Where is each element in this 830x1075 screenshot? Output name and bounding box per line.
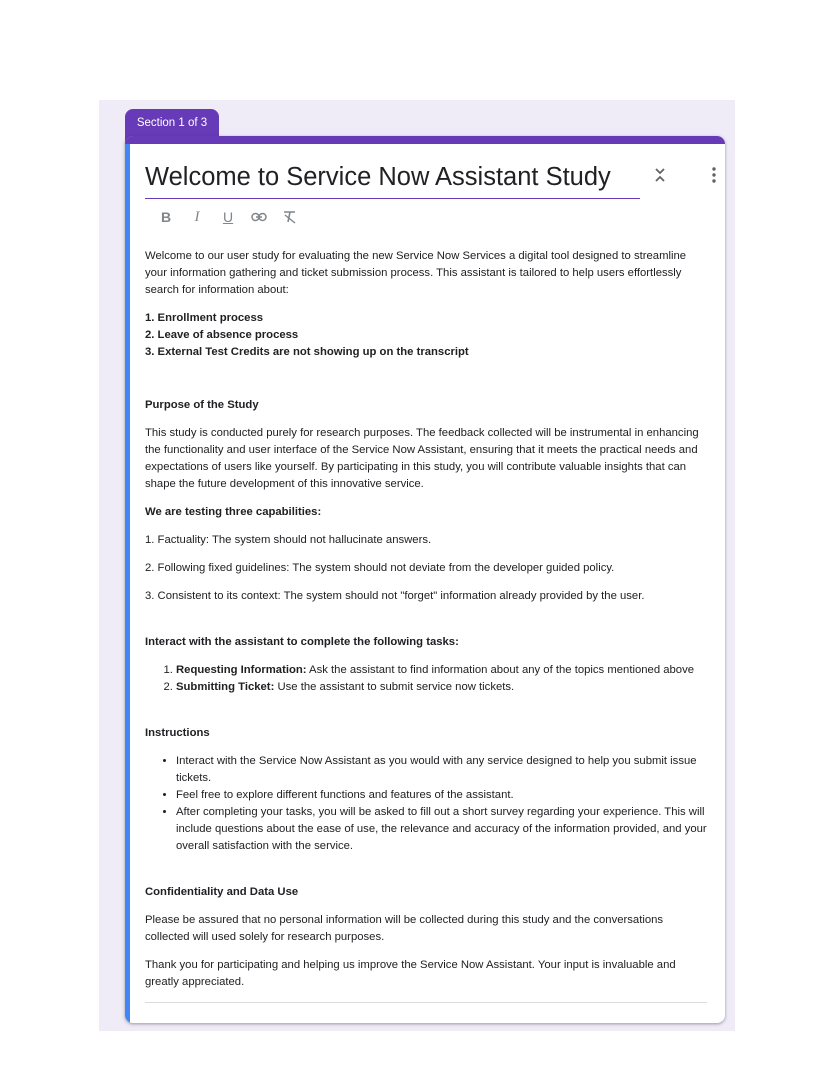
underline-icon[interactable]: U (222, 209, 234, 225)
task-item: 1. Requesting Information: Ask the assistant to find information about any of the topics mentioned above (176, 662, 707, 679)
section-tab: Section 1 of 3 (125, 109, 219, 143)
instructions-heading: Instructions (145, 727, 210, 739)
form-title-input[interactable]: Welcome to Service Now Assistant Study (145, 160, 640, 199)
capability-item: 3. Consistent to its context: The system should not "forget" information already provided by the user. (145, 590, 645, 602)
bold-icon[interactable]: B (160, 209, 172, 225)
thanks-paragraph: Thank you for participating and helping us improve the Service Now Assistant. Your input is invaluable and greatly appreciated. (145, 959, 676, 988)
instruction-item: • Feel free to explore different functions and features of the assistant. (176, 787, 707, 804)
topic-item: 2. Leave of absence process (145, 329, 299, 341)
italic-icon[interactable]: I (194, 208, 200, 225)
purpose-heading: Purpose of the Study (145, 399, 259, 411)
instruction-item: • After completing your tasks, you will be asked to fill out a short survey regarding your experience. This will include questions about the ease of use, the relevance and accuracy of the information provided, and your overall satisfaction with the service. (176, 804, 707, 855)
instruction-item: • Interact with the Service Now Assistant as you would with any service designed to help you submit issue tickets. (176, 753, 707, 787)
text-format-toolbar (155, 206, 310, 228)
card-top-accent (125, 136, 725, 144)
topic-item: 1. Enrollment process (145, 312, 264, 324)
collapse-section-icon[interactable] (653, 166, 667, 184)
section-card[interactable] (125, 136, 725, 1023)
active-section-indicator (125, 144, 130, 1023)
clear-formatting-icon[interactable] (279, 206, 301, 228)
more-options-icon[interactable] (709, 166, 719, 184)
intro-paragraph: Welcome to our user study for evaluating the new Service Now Services a digital tool designed to streamline your information gathering and ticket submission process. This assistant is tailored to help users effortlessly search for information about: (145, 250, 687, 296)
link-icon[interactable] (248, 206, 270, 228)
tasks-list (145, 662, 707, 696)
capabilities-heading: We are testing three capabilities: (145, 506, 322, 518)
confidentiality-paragraph: Please be assured that no personal information will be collected during this study and the conversations collected will used solely for research purposes. (145, 914, 664, 943)
task-item: 2. Submitting Ticket: Use the assistant to submit service now tickets. (176, 679, 707, 696)
purpose-paragraph: This study is conducted purely for research purposes. The feedback collected will be instrumental in enhancing the functionality and user interface of the Service Now Assistant, ensuring that it meets the practical needs and expectations of users like yourself. By participating in this study, you will contribute valuable insights that can shape the future development of this innovative service. (145, 427, 699, 490)
tasks-heading: Interact with the assistant to complete the following tasks: (145, 636, 459, 648)
confidentiality-heading: Confidentiality and Data Use (145, 886, 299, 898)
topic-item: 3. External Test Credits are not showing up on the transcript (145, 346, 469, 358)
capability-item: 1. Factuality: The system should not hallucinate answers. (145, 534, 432, 546)
form-description[interactable] (145, 248, 707, 1003)
capability-item: 2. Following fixed guidelines: The system should not deviate from the developer guided policy. (145, 562, 615, 574)
description-underline (145, 1002, 707, 1003)
instructions-list (145, 753, 707, 855)
